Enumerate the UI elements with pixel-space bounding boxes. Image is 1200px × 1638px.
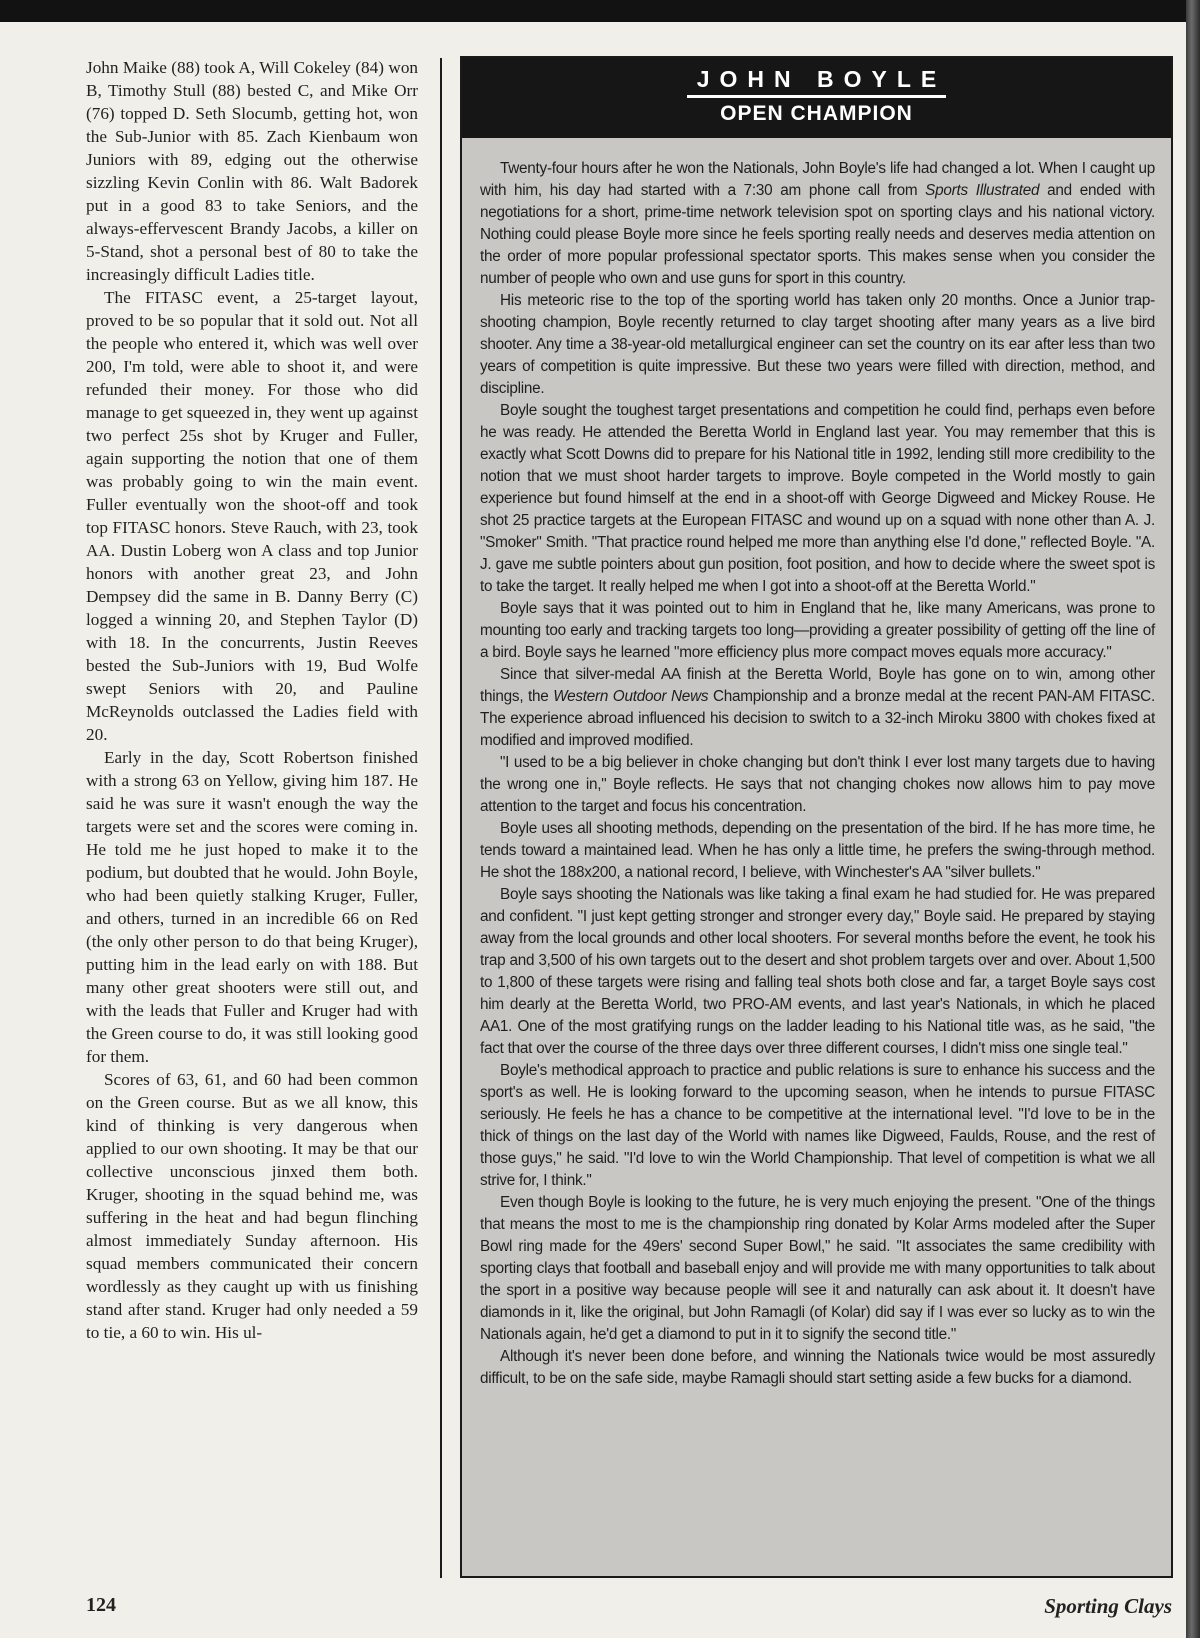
publication-name: Western Outdoor News xyxy=(553,688,709,705)
sidebar-paragraph: Boyle says that it was pointed out to him in England that he, like many Americans, was prone to mounting too early and tracking targets too long—providing a greater possibility of getting off the line of a bird. Boyle says he learned "more efficiency plus more compact moves equals more accuracy." xyxy=(480,600,1155,661)
sidebar-paragraph: Boyle sought the toughest target presentations and competition he could find, perhaps even before he was ready. He attended the Beretta World in England last year. You may remember that this is exactly what Scott Downs did to prepare for his National title in 1992, lending still more credibility to the notion that we must shoot harder targets to improve. Boyle competed in the World mostly to gain experience but found himself at the end in a shoot-off with George Digweed and Mickey Rouse. He shot 25 practice targets at the European FITASC and wound up on a squad with none other than A. J. "Smoker" Smith. "That practice round helped me more than anything else I'd done," reflected Boyle. "A. J. gave me subtle pointers about gun position, foot position, and how to decide where the sweet spot is to take the target. It really helped me when I got into a shoot-off at the Beretta World." xyxy=(480,402,1155,595)
sidebar-paragraph: Boyle uses all shooting methods, depending on the presentation of the bird. If he has more time, he tends toward a maintained lead. When he has only a little time, he prefers the swing-through method. He shot the 188x200, a national record, I believe, with Winchester's AA "silver bullets." xyxy=(480,820,1155,881)
magazine-name: Sporting Clays xyxy=(1044,1594,1172,1618)
publication-name: Sports Illustrated xyxy=(925,182,1040,199)
sidebar-paragraph: Since that silver-medal AA finish at the Beretta World, Boyle has gone on to win, among other things, the Western Outdoor News Championship and a bronze medal at the recent PAN-AM FITASC. The experience abroad influenced his decision to switch to a 32-inch Miroku 3800 with chokes fixed at modified and improved modified. xyxy=(480,666,1155,749)
sidebar-paragraph: His meteoric rise to the top of the sporting world has taken only 20 months. Once a Junior trap-shooting champion, Boyle recently returned to clay target shooting after many years as a live bird shooter. Any time a 38-year-old metallurgical engineer can set the country on its ear after less than two years of competition is quite impressive. But these two years were filled with direction, method, and discipline. xyxy=(480,292,1155,397)
sidebar-box xyxy=(460,56,1173,1578)
facing-page-edge xyxy=(1186,0,1200,1638)
sidebar-paragraph: Even though Boyle is looking to the future, he is very much enjoying the present. "One of the things that means the most to me is the championship ring donated by Kolar Arms modeled after the Super Bowl ring made for the 49ers' second Super Bowl," he said. "It associates the same credibility with sporting clays that football and baseball enjoy and will provide me with many opportunities to talk about the sport in a positive way because people will see it and naturally can ask about it. It doesn't have diamonds in it, like the original, but John Ramagli (of Kolar) did say if I was ever so lucky as to win the Nationals again, he'd get a diamond to put in it to signify the second title." xyxy=(480,1194,1155,1343)
sidebar-subtitle: OPEN CHAMPION xyxy=(720,102,913,125)
sidebar-paragraph: Boyle says shooting the Nationals was like taking a final exam he had studied for. He was prepared and confident. "I just kept getting stronger and stronger every day," Boyle said. He prepared by staying away from the local grounds and other local shooters. For several months before the event, he took his trap and 3,500 of his own targets out to the desert and shot problem targets over and over. About 1,500 to 1,800 of these targets were rising and falling teal shots both close and far, a target Boyle says cost him dearly at the Beretta World, two PRO-AM events, and last year's Nationals, in which he placed AA1. One of the most gratifying rungs on the ladder leading to his National title was, as he said, "the fact that over the course of the three days over three different courses, I didn't miss one single teal." xyxy=(480,886,1155,1057)
sidebar-body xyxy=(462,138,1171,1400)
sidebar-title: JOHN BOYLE xyxy=(687,66,947,98)
article-column xyxy=(86,56,418,1344)
article-paragraph: Scores of 63, 61, and 60 had been common on the Green course. But as we all know, this kind of thinking is very dangerous when applied to our own shooting. It may be that our collective unconscious jinxed them both. Kruger, shooting in the squad behind me, was suffering in the heat and had begun flinching almost immediately Sunday afternoon. His squad members communicated their concern wordlessly as they caught up with us finishing stand after stand. Kruger had only needed a 59 to tie, a 60 to win. His ul- xyxy=(86,1070,418,1342)
article-paragraph: Early in the day, Scott Robertson finished with a strong 63 on Yellow, giving him 187. He said he was sure it wasn't enough the way the targets were set and the scores were coming in. He told me he just hoped to make it to the podium, but doubted that he would. John Boyle, who had been quietly stalking Kruger, Fuller, and others, turned in an incredible 66 on Red (the only other person to do that being Kruger), putting him in the lead early on with 188. But many other great shooters were still out, and with the leads that Fuller and Kruger had with the Green course to do, it was still looking good for them. xyxy=(86,748,418,1066)
sidebar-paragraph: Boyle's methodical approach to practice and public relations is sure to enhance his success and the sport's as well. He is looking forward to the upcoming season, when he intends to pursue FITASC seriously. He feels he has a chance to be competitive at the international level. "I'd love to be in the thick of things on the last day of the World with names like Digweed, Faulds, Rouse, and the rest of those guys," he said. "I'd love to win the World Championship. That level of competition is what we all strive for, I think." xyxy=(480,1062,1155,1189)
sidebar-paragraph: Although it's never been done before, and winning the Nationals twice would be most assuredly difficult, to be on the safe side, maybe Ramagli should start setting aside a few bucks for a diamond. xyxy=(480,1348,1155,1387)
page-number: 124 xyxy=(86,1594,116,1616)
sidebar-paragraph: Twenty-four hours after he won the Nationals, John Boyle's life had changed a lot. When I caught up with him, his day had started with a 7:30 am phone call from Sports Illustrated and ended with negotiations for a short, prime-time network television spot on sporting clays and his national victory. Nothing could please Boyle more since he feels sporting really needs and deserves media attention on the order of more popular professional spectator sports. This makes sense when you consider the number of people who own and use guns for sport in this country. xyxy=(480,160,1156,287)
sidebar-header xyxy=(462,58,1171,138)
column-divider xyxy=(440,58,442,1578)
article-paragraph: John Maike (88) took A, Will Cokeley (84) won B, Timothy Stull (88) bested C, and Mike Orr (76) topped D. Seth Slocumb, getting hot, won the Sub-Junior with 85. Zach Kienbaum won Juniors with 89, edging out the otherwise sizzling Kevin Conlin with 86. Walt Badorek put in a good 83 to take Seniors, and the always-effervescent Brandy Jacobs, a killer on 5-Stand, shot a personal best of 80 to take the increasingly difficult Ladies title. xyxy=(86,58,418,284)
sidebar-paragraph: "I used to be a big believer in choke changing but don't think I ever lost many targets due to having the wrong one in," Boyle reflects. He says that not changing chokes now allows him to pay move attention to the target and focus his concentration. xyxy=(480,754,1155,815)
article-paragraph: The FITASC event, a 25-target layout, proved to be so popular that it sold out. Not all the people who entered it, which was well over 200, I'm told, were able to shoot it, and were refunded their money. For those who did manage to get squeezed in, they went up against two perfect 25s shot by Kruger and Fuller, again supporting the notion that one of them was probably going to win the main event. Fuller eventually won the shoot-off and took top FITASC honors. Steve Rauch, with 23, took AA. Dustin Loberg won A class and top Junior honors with another great 23, and John Dempsey did the same in B. Danny Berry (C) logged a winning 20, and Stephen Taylor (D) with 18. In the concurrents, Justin Reeves bested the Sub-Juniors with 19, Bud Wolfe swept Seniors with 20, and Pauline McReynolds outclassed the Ladies field with 20. xyxy=(86,288,418,744)
